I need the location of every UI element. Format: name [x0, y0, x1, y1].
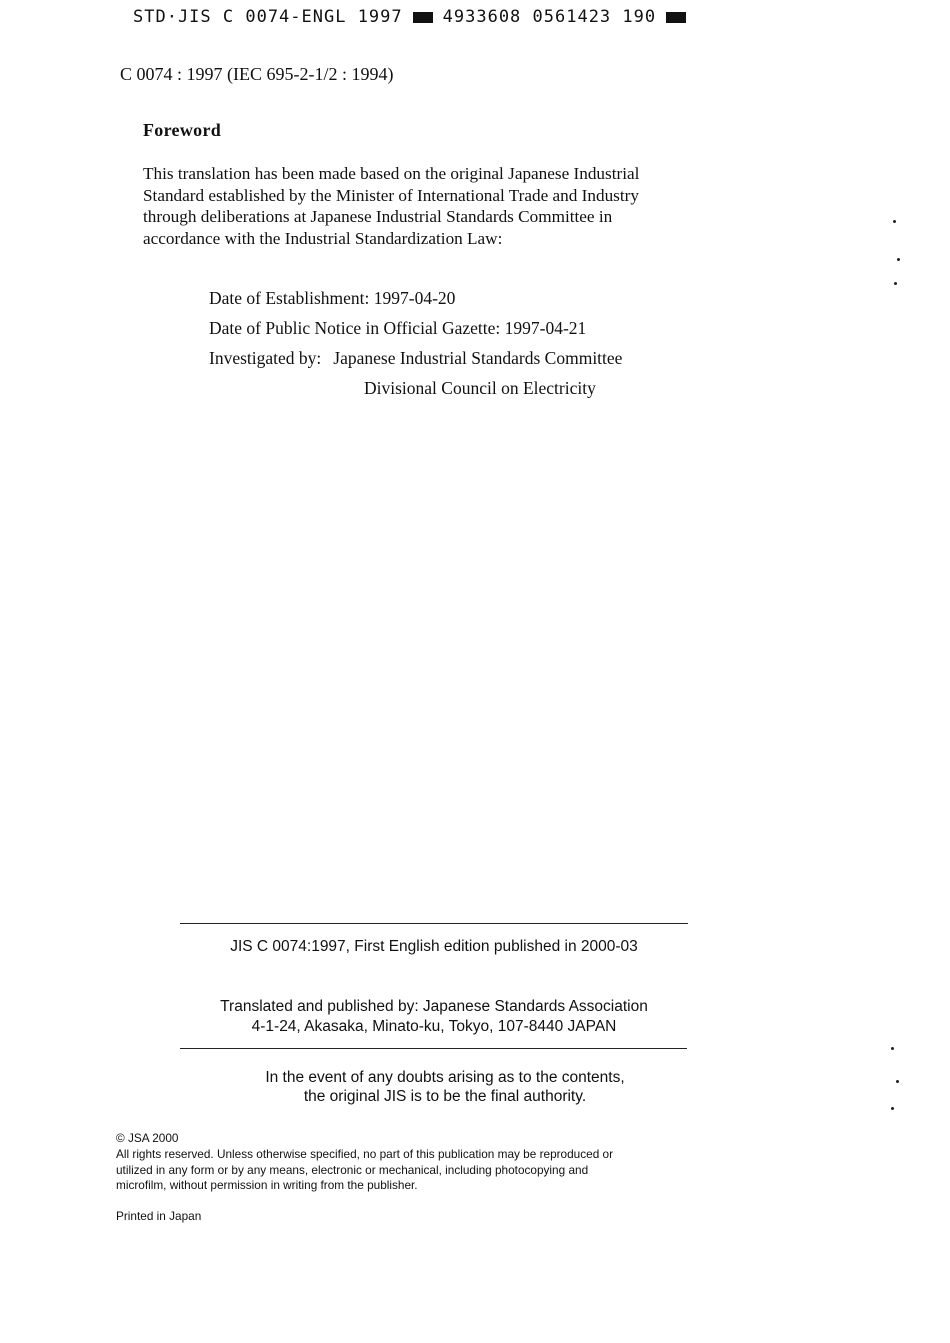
- rights-statement: [116, 1147, 766, 1194]
- stamp-block-mark: [413, 12, 433, 23]
- edition-statement: JIS C 0074:1997, First English edition published in 2000-03: [230, 938, 638, 955]
- foreword-line: Standard established by the Minister of International Trade and Industry: [143, 185, 639, 205]
- investigated-by-row: [209, 348, 622, 369]
- stamp-document-code: STD·JIS C 0074-ENGL 1997: [133, 7, 403, 27]
- investigated-by-committee: Japanese Industrial Standards Committee: [333, 348, 623, 368]
- scan-stamp: [133, 7, 686, 27]
- rights-line: utilized in any form or by any means, electronic or mechanical, including photocopying and: [116, 1162, 589, 1177]
- date-of-public-notice: Date of Public Notice in Official Gazette: 1997-04-21: [209, 318, 587, 338]
- scan-speck: [896, 1080, 899, 1083]
- colophon-top-rule: [180, 923, 688, 924]
- foreword-heading: Foreword: [143, 120, 222, 140]
- foreword-paragraph: [143, 163, 773, 249]
- scan-speck: [894, 282, 897, 285]
- publisher-address: 4-1-24, Akasaka, Minato-ku, Tokyo, 107-8440 JAPAN: [251, 1018, 617, 1035]
- date-of-establishment: Date of Establishment: 1997-04-20: [209, 288, 456, 308]
- foreword-line: through deliberations at Japanese Industrial Standards Committee in: [143, 207, 613, 226]
- scan-speck: [891, 1047, 894, 1050]
- rights-line: All rights reserved. Unless otherwise specified, no part of this publication may be reproduced or: [116, 1147, 614, 1161]
- scan-speck: [893, 220, 896, 223]
- colophon-bottom-rule: [180, 1048, 687, 1049]
- scan-speck: [897, 258, 900, 261]
- printed-in-notice: Printed in Japan: [116, 1209, 202, 1223]
- foreword-line: accordance with the Industrial Standardization Law:: [143, 228, 503, 248]
- rights-line: microfilm, without permission in writing from the publisher.: [116, 1178, 418, 1192]
- copyright-notice: © JSA 2000: [116, 1131, 179, 1145]
- authority-note-line: In the event of any doubts arising as to the contents,: [265, 1069, 625, 1086]
- publisher-statement: Translated and published by: Japanese Standards Association: [220, 998, 648, 1015]
- investigated-by-label: Investigated by:: [209, 348, 322, 368]
- stamp-block-mark: [666, 12, 686, 23]
- stamp-serial-number: 4933608 0561423 190: [442, 7, 657, 27]
- investigated-by-council: Divisional Council on Electricity: [364, 378, 596, 398]
- scan-speck: [891, 1107, 894, 1110]
- foreword-line: This translation has been made based on the original Japanese Industrial: [143, 164, 640, 183]
- document-identifier: C 0074 : 1997 (IEC 695-2-1/2 : 1994): [120, 64, 394, 84]
- authority-note-line: the original JIS is to be the final authority.: [303, 1088, 587, 1105]
